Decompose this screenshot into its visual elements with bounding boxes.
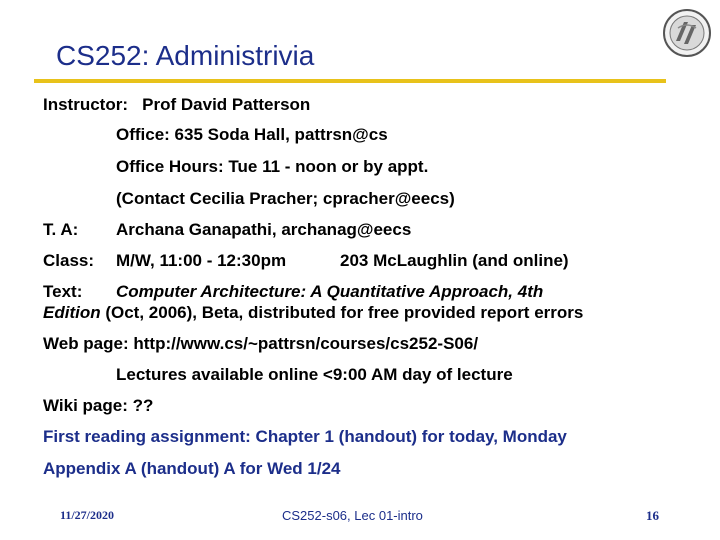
title-underline [34,79,666,83]
instructor-line [43,95,310,115]
class-time: M/W, 11:00 - 12:30pm [116,251,287,270]
lectures-line: Lectures available online <9:00 AM day of lecture [116,365,513,384]
class-room: 203 McLaughlin (and online) [340,251,569,270]
text-edition-line [43,303,583,323]
office-hours-line: Office Hours: Tue 11 - noon or by appt. [116,157,429,176]
text-edition: Edition [43,303,101,322]
instructor-label: Instructor: [43,95,128,114]
text-edition-details: (Oct, 2006), Beta, distributed for free provided report errors [100,303,584,322]
text-book-title: Computer Architecture: A Quantitative Approach, 4th [116,282,544,301]
contact-line: (Contact Cecilia Pracher; cpracher@eecs) [116,189,455,208]
instructor-name: Prof David Patterson [142,95,311,114]
ta-label: T. A: [43,220,79,239]
web-page-line: Web page: http://www.cs/~pattrsn/courses/cs252-S06/ [43,334,479,353]
appendix-line: Appendix A (handout) A for Wed 1/24 [43,459,341,478]
footer-date: 11/27/2020 [60,508,115,522]
university-seal-icon [662,8,712,58]
office-line: Office: 635 Soda Hall, pattrsn@cs [116,125,388,144]
ta-name: Archana Ganapathi, archanag@eecs [116,220,412,239]
wiki-line: Wiki page: ?? [43,396,154,415]
reading-assignment-line: First reading assignment: Chapter 1 (handout) for today, Monday [43,427,567,446]
class-label: Class: [43,251,95,270]
slide-title: CS252: Administrivia [56,40,315,71]
footer-course: CS252-s06, Lec 01-intro [282,508,423,523]
footer-page-number: 16 [646,508,659,523]
text-label: Text: [43,282,83,301]
